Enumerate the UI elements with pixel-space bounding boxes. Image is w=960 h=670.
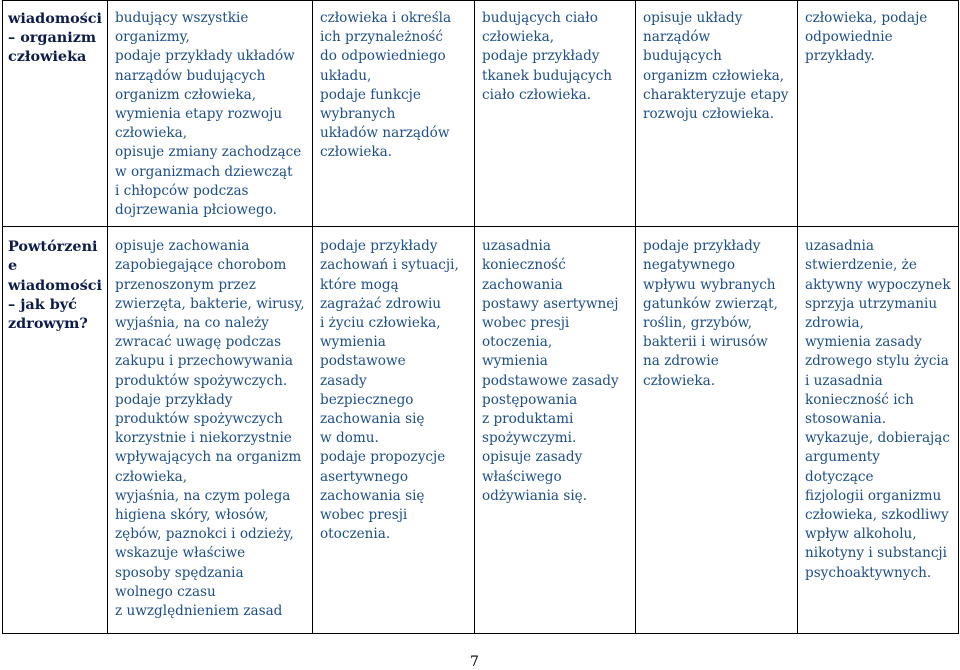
table-cell: człowieka, podaje odpowiednie przykłady. [798, 1, 959, 227]
topic-cell: wiadomości – organizm człowieka [3, 1, 108, 227]
table-cell: opisuje zachowania zapobiegające chorobom przenoszonym przez zwierzęta, bakterie, wirusy, wyjaśnia, na co należy zwracać uwagę podczas zakupu i przechowywania produktów spożywczych. podaje przykłady produktów spożywczych korzystnie i niekorzystnie wpływających na organizm człowieka, wyjaśnia, na czym polega higiena skóry, włosów, zębów, paznokci i odzieży, wskazuje właściwe sposoby spędzania wolnego czasu z uwzględnieniem zasad [108, 227, 313, 634]
table-cell: podaje przykłady zachowań i sytuacji, które mogą zagrażać zdrowiu i życiu człowieka, wymienia podstawowe zasady bezpiecznego zachowania się w domu. podaje propozycje asertywnego zachowania się wobec presji otoczenia. [313, 227, 475, 634]
topic-cell: Powtórzeni e wiadomości – jak być zdrowym? [3, 227, 108, 634]
table-cell: budujący wszystkie organizmy, podaje przykłady układów narządów budujących organizm człowieka, wymienia etapy rozwoju człowieka, opisuje zmiany zachodzące w organizmach dziewcząt i chłopców podczas dojrzewania płciowego. [108, 1, 313, 227]
table-cell: uzasadnia konieczność zachowania postawy asertywnej wobec presji otoczenia, wymienia podstawowe zasady postępowania z produktami spożywczymi. opisuje zasady właściwego odżywiania się. [475, 227, 636, 634]
requirements-table [2, 0, 959, 634]
table-row [3, 1, 959, 227]
page-number: 7 [470, 654, 479, 670]
table-cell: budujących ciało człowieka, podaje przykłady tkanek budujących ciało człowieka. [475, 1, 636, 227]
table-cell: uzasadnia stwierdzenie, że aktywny wypoczynek sprzyja utrzymaniu zdrowia, wymienia zasady zdrowego stylu życia i uzasadnia konieczność ich stosowania. wykazuje, dobierając argumenty dotyczące fizjologii organizmu człowieka, szkodliwy wpływ alkoholu, nikotyny i substancji psychoaktywnych. [798, 227, 959, 634]
table-cell: podaje przykłady negatywnego wpływu wybranych gatunków zwierząt, roślin, grzybów, bakterii i wirusów na zdrowie człowieka. [636, 227, 798, 634]
table-cell: człowieka i określa ich przynależność do odpowiedniego układu, podaje funkcje wybranych układów narządów człowieka. [313, 1, 475, 227]
table-cell: opisuje układy narządów budujących organizm człowieka, charakteryzuje etapy rozwoju człowieka. [636, 1, 798, 227]
table-row [3, 227, 959, 634]
